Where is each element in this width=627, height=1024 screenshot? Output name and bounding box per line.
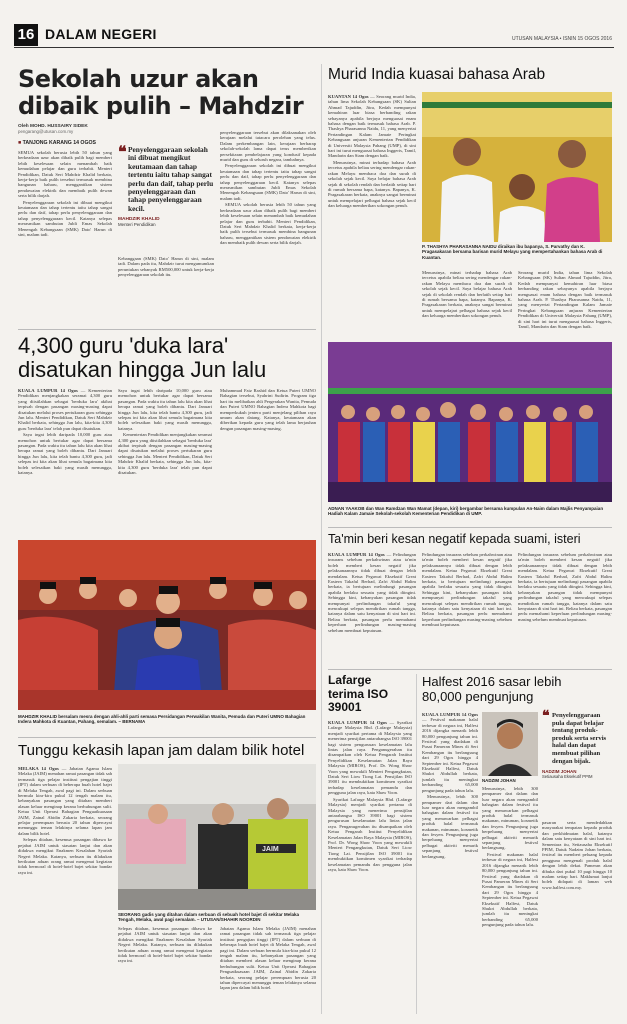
portrait-photo bbox=[482, 712, 538, 776]
paragraph: Jabatan Agama Islam Melaka (JAIM) menahan ramai pasangan tidak sah termasuk tiga pelajar institusi pengajian tinggi (IPT) dalam serbuan di beberapa buah hotel bajet di Melaka Tengah, awal pagi ini. Dalam serbuan bermula kira-kira pukul 12 tengah malam itu, kebanyakan pasangan yang ditahan memberi alasan keluar menginap kerana berhubungan sulit. Ketua Unit Operasi Bahagian Penguatkuasaan JAIM, Zainal Abidin Zakaria berkata, seorang pelajar perempuan berusia 20 tahun dipercayai menunggu teman lelakinya selama lapan jam dalam bilik hotel. bbox=[18, 766, 112, 836]
paragraph: Festival makanan halal terbesar di negara ini, Halfest 2016 dijangka menarik lebih 80,000 pengunjung tahun ini. Festival yang diadakan di Pusat Pameran Mines di Seri Kembangan itu berlangsung dari 29 Ogos hingga 4 September ini. Ketua Pegawai Eksekutif Halfest, Datuk Shukri Abdullah berkata, jumlah itu meningkat berbanding 65,000 pengunjung pada tahun lalu. bbox=[482, 851, 538, 928]
body-col-2 bbox=[118, 388, 212, 548]
body-col-1 bbox=[18, 150, 112, 326]
body-col-1: KUALA LUMPUR 14 Ogos — Kementerian Pendidikan menjangkakan seramai 4,300 guru yang diistilahkan sebagai 'berduka lara' akibat terpisah dengan pasangan masing-masing dapat disatukan melalui proses pertukaran guru sehingga Jun lalu. Menteri Pendidikan, Datuk Seri Mahdzir Khalid berkata, sehingga Jun lalu, kita-kita 4,300 guru 'berduka lara' telah pun dapat disatukan. Saya ingat lebih daripada 10,000 guru atau memohon untuk bertukar agar dapat bersama pasangan. Pada waktu itu tahun lalu kita akan lihat berapa ramai yang boleh dibantu. Dari Januari hingga Jun lalu, kita telah bantu 4,300 guru, jadi selepas ini kita akan lihat semula bagaimana kita boleh selesaikan baki yang masih menunggu, katanya. bbox=[18, 388, 112, 476]
portrait-caption: NADZIM JOHAN bbox=[482, 778, 516, 783]
story-teachers bbox=[18, 334, 316, 734]
section-name: DALAM NEGERI bbox=[45, 26, 157, 42]
story-hotel-raid bbox=[18, 742, 316, 1014]
paragraph: Seorang murid India, tahun lima Sekolah Kebangsaan (SK) Sultan Ahmad Tajuddin, Jitra, Kedah mempunyai kemahiran luar biasa berbanding rakan sebayanya apabila berjaya menguasai enam bahasa dengan baik termasuk bahasa Arab. P. Thashya Pharasanna Naidu, 11, yang menyertai Pertandingan Kalam Jamaie Peringkat Kebangsaan anjuran Kementerian Pendidikan di Universiti Malaysia Pahang (UMP), di sini hari ini turut menguasai bahasa Inggeris, Tamil, Mandarin dan Siam dengan baik. bbox=[518, 270, 612, 330]
column-divider bbox=[416, 674, 417, 1014]
paragraph: Kementerian Pendidikan menjangkakan seramai 4,300 guru yang diistilahkan sebagai 'berduka lara' akibat terpisah dengan pasangan masing-masing dapat disatukan melalui proses pertukaran guru sehingga Jun lalu. Menteri Pendidikan, Datuk Seri Mahdzir Khalid berkata, sehingga Jun lalu, kita-kita 4,300 guru 'berduka lara' telah pun dapat disatukan. bbox=[118, 432, 212, 476]
crowd-illustration bbox=[18, 540, 316, 710]
story-lafarge bbox=[328, 674, 412, 1014]
dateline: KUANTAN 14 Ogos bbox=[328, 94, 369, 99]
body-col-3 bbox=[518, 552, 612, 664]
dateline: KUALA LUMPUR 14 Ogos bbox=[328, 552, 385, 557]
paragraph: Saya ingat lebih daripada 10,000 guru atau memohon untuk bertukar agar dapat bersama pasangan. Pada waktu itu tahun lalu kita akan lihat berapa ramai yang boleh dibantu. Dari Januari hingga Jun lalu, kita telah bantu 4,300 guru, jadi selepas ini kita akan lihat semula bagaimana kita boleh selesaikan baki yang masih menunggu, katanya. bbox=[118, 388, 212, 431]
paragraph: penyelenggaraan tersebut akan dilaksanakan oleh kerajaan melalui tatacara perolehan yang telus. Dalam perkembangan lain, kerajaan berharap sekolah-sekolah lama dapat terus memberikan persekitaran pembelajaran yang kondusif kepada murid dan guru di seluruh negara, tambahnya. bbox=[220, 130, 316, 163]
headline-line-3: 39001 bbox=[328, 700, 362, 714]
pull-quote-role: Menteri Pendidikan bbox=[118, 222, 156, 228]
body-col-2 bbox=[118, 256, 214, 326]
pull-quote bbox=[118, 142, 214, 238]
body-col-2 bbox=[482, 786, 538, 1008]
quote-mark-icon: ❝ bbox=[118, 142, 127, 161]
pull-quote bbox=[542, 708, 612, 812]
group-illustration bbox=[328, 342, 612, 502]
paragraph: Muhammad Faiz Rashid dan Ketua Puteri UMNO Bahagian tersebut, Syahrini Sudirin. Program tiga hari itu melibatkan ahli Pergerakan Wanita, Pemuda dan Puteri UMNO Bahagian Indera Mahkota bagi memperkukuh jentera parti menjelang pilihan raya umum akan datang. Katanya, keutamaan akan diberikan kepada guru yang telah lama berjauhan dengan pasangan masing-masing. bbox=[220, 388, 316, 431]
story-halfest bbox=[422, 674, 612, 1014]
story-arabic-student bbox=[328, 66, 612, 524]
headline-line-2: dibaik pulih – Mahdzir bbox=[18, 92, 304, 120]
paragraph: Pelindungan insurans sebelum perkahwinan atau ta'min boleh memberi kesan negatif jika pelaksanaannya tidak dibuat dengan lebih mendalam. Ketua Pegawai Eksekutif Great Eastern Takaful Berhad, Zafri Abdul Halim berkata, ia bertujuan melindungi pasangan apabila berlaku sesuatu yang tidak diingini. Sehingga kini, kebanyakan pasangan tidak mempunyai perlindungan takaful yang mencukupi selepas mendirikan rumah tangga, katanya dalam satu kenyataan di sini hari ini. Beliau berkata, pasangan perlu memahami keperluan perlindungan masing-masing sebelum membuat keputusan. bbox=[422, 552, 512, 628]
headline bbox=[422, 674, 612, 704]
paragraph: SEMUA sekolah berusia lebih 50 tahun yang berkeadaan uzur akan dibaik pulih bagi memberi lebih keselesaan selain menambah baik kemudahan pelajar dan guru terbabit. Menteri Pendidikan, Datuk Seri Mahdzir Khalid berkata, kerja-kerja baik pulih tersebut termasuk membina bangunan baharu, menggantikan sistem pendawaian elektrik dan membaik pulih dewan serta bilik darjah. bbox=[220, 202, 316, 246]
byline-email: pengarang@utusan.com.my bbox=[18, 129, 74, 134]
paragraph: Penyelenggaraan sekolah ini dibuat mengikut keutamaan dan tahap tertentu iaitu tahap sangat perlu dan daif, tahap perlu penyelenggaraan dan tahap penyelenggaraan kecil. Katanya selepas merasmikan sambutan Jubli Emas Sekolah Menengah Kebangsaan (SMK) Dato' Harun di sini, malam tadi. bbox=[220, 163, 316, 201]
body-col-3 bbox=[220, 130, 316, 326]
dateline-text: TANJONG KARANG 14 OGOS bbox=[22, 140, 96, 146]
column-divider bbox=[321, 64, 322, 1014]
headline-line-1: 4,300 guru 'duka lara' bbox=[18, 333, 229, 358]
body-col-1: KUANTAN 14 Ogos — Seorang murid India, tahun lima Sekolah Kebangsaan (SK) Sultan Ahmad Tajuddin, Jitra, Kedah mempunyai kemahiran luar biasa berbanding rakan sebayanya apabila berjaya menguasai enam bahasa dengan baik termasuk bahasa Arab. P. Thashya Pharasanna Naidu, 11, yang menyertai Pertandingan Kalam Jamaie Peringkat Kebangsaan anjuran Kementerian Pendidikan di Universiti Malaysia Pahang (UMP), di sini hari ini turut menguasai bahasa Inggeris, Tamil, Mandarin dan Siam dengan baik. Menurutnya, minat terhadap bahasa Arab tercetus apabila beliau sering mendengar rakan-rakan Melayu membaca doa dan surah di sekolah sejak kecil. Saya belajar bahasa Arab sejak di sekolah rendah dan berlatih setiap hari di rumah bersama bapa, katanya. Bapanya, K. Pragasakaran berkata, anaknya sangat berminat untuk mempelajari pelbagai bahasa sejak kecil dan keluarga memberikan sokongan penuh. bbox=[328, 94, 416, 209]
divider bbox=[18, 329, 316, 330]
byline-name: Oleh MOHD. HUSSAIRY SIDEK bbox=[18, 124, 88, 129]
body-col-1: KUALA LUMPUR 14 Ogos — Syarikat Lafarge Malaysia Bhd. (Lafarge Malaysia) menjadi syarikat pertama di Malaysia yang menerima pensijilan antarabangsa ISO 39001 bagi sistem pengurusan keselamatan lalu lintas jalan raya. Penganugerahan itu disampaikan oleh Ketua Pengarah Institut Penyelidikan Keselamatan Jalan Raya Malaysia (MIROS), Prof. Dr. Wong Shaw Voon yang mewakili Menteri Pengangkutan, Datuk Seri Liow Tiong Lai. Pensijilan ISO 39001 itu membuktikan komitmen syarikat terhadap keselamatan pemandu dan pengguna jalan raya, kata Shaw Voon. Syarikat Lafarge Malaysia Bhd. (Lafarge Malaysia) menjadi syarikat pertama di Malaysia yang menerima pensijilan antarabangsa ISO 39001 bagi sistem pengurusan keselamatan lalu lintas jalan raya. Penganugerahan itu disampaikan oleh Ketua Pengarah Institut Penyelidikan Keselamatan Jalan Raya Malaysia (MIROS), Prof. Dr. Wong Shaw Voon yang mewakili Menteri Pengangkutan, Datuk Seri Liow Tiong Lai. Pensijilan ISO 39001 itu membuktikan komitmen syarikat terhadap keselamatan pemandu dan pengguna jalan raya, kata Shaw Voon. bbox=[328, 720, 412, 872]
pull-quote-name: NADZIM JOHAN bbox=[542, 769, 577, 775]
dateline bbox=[18, 140, 96, 146]
paragraph: Festival makanan halal terbesar di negara ini, Halfest 2016 dijangka menarik lebih 80,000 pengunjung tahun ini. Festival yang diadakan di Pusat Pameran Mines di Seri Kembangan itu berlangsung dari 29 Ogos hingga 4 September ini. Ketua Pegawai Eksekutif Halfest, Datuk Shukri Abdullah berkata, jumlah itu meningkat berbanding 65,000 pengunjung pada tahun lalu. bbox=[422, 717, 478, 793]
paragraph: Kementerian Pendidikan menjangkakan seramai 4,300 guru yang diistilahkan sebagai 'berduka lara' akibat terpisah dengan pasangan masing-masing dapat disatukan melalui proses pertukaran guru sehingga Jun lalu. Menteri Pendidikan, Datuk Seri Mahdzir Khalid berkata, sehingga Jun lalu, kita-kita 4,300 guru 'berduka lara' telah pun dapat disatukan. bbox=[18, 388, 112, 431]
vest-text: JAIM bbox=[262, 846, 279, 853]
paragraph: Selepas ditahan, kesemua pasangan dibawa ke pejabat JAIM untuk siasatan lanjut dan akan didakwa mengikut Enakmen Kesalahan Syariah Negeri Melaka. Katanya, serbuan itu dilakukan berikutan aduan orang ramai mengenai kegiatan tidak bermoral di hotel-hotel bajet sekitar bandar raya ini. bbox=[118, 926, 212, 964]
paragraph: Menurutnya, minat terhadap bahasa Arab tercetus apabila beliau sering mendengar rakan-rakan Melayu membaca doa dan surah di sekolah sejak kecil. Saya belajar bahasa Arab sejak di sekolah rendah dan berlatih setiap hari di rumah bersama bapa, katanya. Bapanya, K. Pragasakaran berkata, anaknya sangat berminat untuk mempelajari pelbagai bahasa sejak kecil dan keluarga memberikan sokongan penuh. bbox=[328, 159, 416, 209]
body-col-2 bbox=[118, 926, 212, 1010]
photo-caption: SEORANG gadis yang ditahan dalam serbuan di sebuah hotel bajet di sekitar Melaka Tengah, Melaka, awal pagi semalam. – UTUSAN/SHAHIR NOORDIN bbox=[118, 912, 300, 923]
paragraph: Seorang murid India, tahun lima Sekolah Kebangsaan (SK) Sultan Ahmad Tajuddin, Jitra, Kedah mempunyai kemahiran luar biasa berbanding rakan sebayanya apabila berjaya menguasai enam bahasa dengan baik termasuk bahasa Arab. P. Thashya Pharasanna Naidu, 11, yang menyertai Pertandingan Kalam Jamaie Peringkat Kebangsaan anjuran Kementerian Pendidikan di Universiti Malaysia Pahang (UMP), di sini hari ini turut menguasai bahasa Inggeris, Tamil, Mandarin dan Siam dengan baik. bbox=[328, 94, 416, 159]
publication-line: UTUSAN MALAYSIA • ISNIN 15 OGOS 2016 bbox=[511, 36, 612, 42]
student-photo bbox=[422, 92, 612, 242]
headline-line-2: terima ISO bbox=[328, 686, 389, 701]
paragraph: Syarikat Lafarge Malaysia Bhd. (Lafarge Malaysia) menjadi syarikat pertama di Malaysia yang menerima pensijilan antarabangsa ISO 39001 bagi sistem pengurusan keselamatan lalu lintas jalan raya. Penganugerahan itu disampaikan oleh Ketua Pengarah Institut Penyelidikan Keselamatan Jalan Raya Malaysia (MIROS), Prof. Dr. Wong Shaw Voon yang mewakili Menteri Pengangkutan, Datuk Seri Liow Tiong Lai. Pensijilan ISO 39001 itu membuktikan komitmen syarikat terhadap keselamatan pemandu dan pengguna jalan raya, kata Shaw Voon. bbox=[328, 796, 412, 872]
headline-line-1: Lafarge bbox=[328, 673, 372, 687]
raid-illustration bbox=[118, 764, 316, 910]
headline: Tunggu kekasih lapan jam dalam bilik hotel bbox=[18, 742, 305, 759]
dateline-marker-icon: ■ bbox=[18, 140, 22, 146]
group-photo bbox=[328, 342, 612, 502]
headline bbox=[18, 66, 316, 120]
pull-quote-name: MAHDZIR KHALID bbox=[118, 217, 160, 223]
event-photo bbox=[18, 540, 316, 710]
portrait-illustration bbox=[482, 712, 538, 776]
quote-mark-icon: ❝ bbox=[542, 708, 550, 724]
pull-quote-role: Setiausaha Eksekutif PPIM bbox=[542, 774, 593, 780]
photo-caption: ADNAN YAAKOB dan Wan Ramdzan Wan Mamat (depan, kiri) bergambar bersama kumpulan An-Naim dalam Majlis Penyampaian Hadiah Kalam Jamaie Sekolah-sekolah Kementerian Pendidikan di UMP. bbox=[328, 506, 604, 517]
body-col-1: MELAKA 14 Ogos — Jabatan Agama Islam Melaka (JAIM) menahan ramai pasangan tidak sah termasuk tiga pelajar institusi pengajian tinggi (IPT) dalam serbuan di beberapa buah hotel bajet di Melaka Tengah, awal pagi ini. Dalam serbuan bermula kira-kira pukul 12 tengah malam itu, kebanyakan pasangan yang ditahan memberi alasan keluar menginap kerana berhubungan sulit. Ketua Unit Operasi Bahagian Penguatkuasaan JAIM, Zainal Abidin Zakaria berkata, seorang pelajar perempuan berusia 20 tahun dipercayai menunggu teman lelakinya selama lapan jam dalam bilik hotel. Selepas ditahan, kesemua pasangan dibawa ke pejabat JAIM untuk siasatan lanjut dan akan didakwa mengikut Enakmen Kesalahan Syariah Negeri Melaka. Katanya, serbuan itu dilakukan berikutan aduan orang ramai mengenai kegiatan tidak bermoral di hotel-hotel bajet sekitar bandar raya ini. bbox=[18, 766, 112, 875]
paragraph: Menurutnya, lebih 300 pempamer dari dalam dan luar negara akan mengambil bahagian dalam festival itu yang menawarkan pelbagai produk halal termasuk makanan, minuman, kosmetik dan fesyen. Pengunjung juga berpeluang menyertai pelbagai aktiviti menarik sepanjang festival berlangsung. bbox=[422, 794, 478, 859]
paragraph: Selepas ditahan, kesemua pasangan dibawa ke pejabat JAIM untuk siasatan lanjut dan akan didakwa mengikut Enakmen Kesalahan Syariah Negeri Melaka. Katanya, serbuan itu dilakukan berikutan aduan orang ramai mengenai kegiatan tidak bermoral di hotel-hotel bajet sekitar bandar raya ini. bbox=[18, 837, 112, 875]
story-insurance bbox=[328, 532, 612, 666]
headline: Ta'min beri kesan negatif kepada suami, isteri bbox=[328, 532, 581, 546]
photo-caption: P. THASHYA PHARASANNA NAIDU diraikan ibu bapanya, S. Parvathy dan K. Pragasakaran bersama barisan murid Melayu yang mempertahankan bahasa Arab di Kuantan. bbox=[422, 244, 603, 260]
paragraph: Pelindungan insurans sebelum perkahwinan atau ta'min boleh memberi kesan negatif jika pelaksanaannya tidak dibuat dengan lebih mendalam. Ketua Pegawai Eksekutif Great Eastern Takaful Berhad, Zafri Abdul Halim berkata, ia bertujuan melindungi pasangan apabila berlaku sesuatu yang tidak diingini. Sehingga kini, kebanyakan pasangan tidak mempunyai perlindungan takaful yang mencukupi selepas mendirikan rumah tangga, katanya dalam satu kenyataan di sini hari ini. Beliau berkata, pasangan perlu memahami keperluan perlindungan masing-masing sebelum membuat keputusan. bbox=[518, 552, 612, 622]
page-number: 16 bbox=[14, 24, 38, 46]
dateline: KUALA LUMPUR 14 Ogos bbox=[328, 720, 387, 725]
paragraph: Pelindungan insurans sebelum perkahwinan atau ta'min boleh memberi kesan negatif jika pelaksanaannya tidak dibuat dengan lebih mendalam. Ketua Pegawai Eksekutif Great Eastern Takaful Berhad, Zafri Abdul Halim berkata, ia bertujuan melindungi pasangan apabila berlaku sesuatu yang tidak diingini. Sehingga kini, kebanyakan pasangan tidak mempunyai perlindungan takaful yang mencukupi selepas mendirikan rumah tangga, katanya dalam satu kenyataan di sini hari ini. Beliau berkata, pasangan perlu memahami keperluan perlindungan masing-masing sebelum membuat keputusan. bbox=[328, 552, 416, 633]
body-col-2 bbox=[422, 552, 512, 664]
student-illustration bbox=[422, 92, 612, 242]
paragraph: Syarikat Lafarge Malaysia Bhd. (Lafarge Malaysia) menjadi syarikat pertama di Malaysia yang menerima pensijilan antarabangsa ISO 39001 bagi sistem pengurusan keselamatan lalu lintas jalan raya. Penganugerahan itu disampaikan oleh Ketua Pengarah Institut Penyelidikan Keselamatan Jalan Raya Malaysia (MIROS), Prof. Dr. Wong Shaw Voon yang mewakili Menteri Pengangkutan, Datuk Seri Liow Tiong Lai. Pensijilan ISO 39001 itu membuktikan komitmen syarikat terhadap keselamatan pemandu dan pengguna jalan raya, kata Shaw Voon. bbox=[328, 720, 412, 796]
headline-line-2: disatukan hingga Jun lalu bbox=[18, 357, 267, 382]
dateline: MELAKA 14 Ogos bbox=[18, 766, 59, 771]
paragraph: Kebanggaan (SMK) Dato' Harun di sini, malam tadi. Dalam pada itu, Mahdzir turut mengumumkan peruntukan sebanyak RM500,000 untuk kerja-kerja penyelenggaraan sekolah itu. bbox=[118, 256, 214, 278]
paragraph: Penyelenggaraan sekolah ini dibuat mengikut keutamaan dan tahap tertentu iaitu tahap sangat perlu dan daif, tahap perlu penyelenggaraan dan tahap penyelenggaraan kecil. Katanya selepas merasmikan sambutan Jubli Emas Sekolah Menengah Kebangsaan (SMK) Dato' Harun di sini, malam tadi. bbox=[18, 199, 112, 238]
divider bbox=[328, 669, 612, 670]
paragraph: SEMUA sekolah berusia lebih 50 tahun yang berkeadaan uzur akan dibaik pulih bagi memberi lebih keselesaan selain menambah baik kemudahan pelajar dan guru terbabit. Menteri Pendidikan, Datuk Seri Mahdzir Khalid berkata, kerja-kerja baik pulih tersebut termasuk membina bangunan baharu, menggantikan sistem pendawaian elektrik dan membaik pulih dewan serta bilik darjah. bbox=[18, 150, 112, 199]
headline-line-1: Sekolah uzur akan bbox=[18, 65, 259, 93]
pull-quote-text: Penyelenggaraan sekolah ini dibuat mengikut keutamaan dan tahap tertentu iaitu tahap sangat perlu dan daif, tahap perlu penyelenggaraan dan tahap penyelenggaraan kecil. bbox=[128, 145, 214, 213]
paragraph: pasaran serta mendedahkan masyarakat tempatan kepada produk dan perkhidmatan halal, katanya dalam satu kenyataan di sini hari ini. Sementara itu, Setiausaha Eksekutif PPIM, Datuk Nadzim Johan berkata, festival itu memberi peluang kepada pengguna mengenali produk halal dengan lebih dekat. Pameran akan dibuka dari pukul 10 pagi hingga 10 malam setiap hari. Maklumat lanjut boleh didapati di laman web www.halfest.com.my. bbox=[542, 820, 612, 890]
body-col-1: KUALA LUMPUR 14 Ogos — Pelindungan insurans sebelum perkahwinan atau ta'min boleh memberi kesan negatif jika pelaksanaannya tidak dibuat dengan lebih mendalam. Ketua Pegawai Eksekutif Great Eastern Takaful Berhad, Zafri Abdul Halim berkata, ia bertujuan melindungi pasangan apabila berlaku sesuatu yang tidak diingini. Sehingga kini, kebanyakan pasangan tidak mempunyai perlindungan takaful yang mencukupi selepas mendirikan rumah tangga, katanya dalam satu kenyataan di sini hari ini. Beliau berkata, pasangan perlu memahami keperluan perlindungan masing-masing sebelum membuat keputusan. bbox=[328, 552, 416, 633]
headline bbox=[328, 674, 412, 715]
body-col-3 bbox=[220, 388, 316, 548]
raid-photo bbox=[118, 764, 316, 910]
paragraph: Jabatan Agama Islam Melaka (JAIM) menahan ramai pasangan tidak sah termasuk tiga pelajar institusi pengajian tinggi (IPT) dalam serbuan di beberapa buah hotel bajet di Melaka Tengah, awal pagi ini. Dalam serbuan bermula kira-kira pukul 12 tengah malam itu, kebanyakan pasangan yang ditahan memberi alasan keluar menginap kerana berhubungan sulit. Ketua Unit Operasi Bahagian Penguatkuasaan JAIM, Zainal Abidin Zakaria berkata, seorang pelajar perempuan berusia 20 tahun dipercayai menunggu teman lelakinya selama lapan jam dalam bilik hotel. bbox=[220, 926, 316, 991]
dateline: KUALA LUMPUR 14 Ogos bbox=[422, 712, 478, 717]
body-col-1: KUALA LUMPUR 14 Ogos — Festival makanan halal terbesar di negara ini, Halfest 2016 dijangka menarik lebih 80,000 pengunjung tahun ini. Festival yang diadakan di Pusat Pameran Mines di Seri Kembangan itu berlangsung dari 29 Ogos hingga 4 September ini. Ketua Pegawai Eksekutif Halfest, Datuk Shukri Abdullah berkata, jumlah itu meningkat berbanding 65,000 pengunjung pada tahun lalu. Menurutnya, lebih 300 pempamer dari dalam dan luar negara akan mengambil bahagian dalam festival itu yang menawarkan pelbagai produk halal termasuk makanan, minuman, kosmetik dan fesyen. Pengunjung juga berpeluang menyertai pelbagai aktiviti menarik sepanjang festival berlangsung. bbox=[422, 712, 478, 859]
byline bbox=[18, 124, 148, 134]
headline-line-1: Halfest 2016 sasar lebih bbox=[422, 674, 562, 689]
divider bbox=[18, 737, 316, 738]
page-header bbox=[14, 24, 614, 46]
headline: Murid India kuasai bahasa Arab bbox=[328, 66, 546, 83]
photo-caption: MAHDZIR KHALID bersalam mesra dengan ahli-ahli parti semasa Persidangan Perwakilan Wanita, Pemuda dan Puteri UMNO Bahagian Indera Mahkota di Kuantan, Pahang, semalam. – BERNAMA bbox=[18, 714, 306, 725]
divider bbox=[328, 527, 612, 528]
body-col-3 bbox=[542, 820, 612, 1008]
headline bbox=[18, 334, 316, 382]
paragraph: Saya ingat lebih daripada 10,000 guru atau memohon untuk bertukar agar dapat bersama pasangan. Pada waktu itu tahun lalu kita akan lihat berapa ramai yang boleh dibantu. Dari Januari hingga Jun lalu, kita telah bantu 4,300 guru, jadi selepas ini kita akan lihat semula bagaimana kita boleh selesaikan baki yang masih menunggu, katanya. bbox=[18, 432, 112, 476]
story-school-repair bbox=[18, 66, 316, 328]
headline-line-2: 80,000 pengunjung bbox=[422, 689, 534, 704]
paragraph: Menurutnya, lebih 300 pempamer dari dalam dan luar negara akan mengambil bahagian dalam festival itu yang menawarkan pelbagai produk halal termasuk makanan, minuman, kosmetik dan fesyen. Pengunjung juga berpeluang menyertai pelbagai aktiviti menarik sepanjang festival berlangsung. bbox=[482, 786, 538, 851]
pull-quote-text: Penyelenggaraan pula dapat belajar tentang produk-produk serta servis halal dan dapat membuat pilihan dengan bijak. bbox=[552, 712, 607, 765]
dateline: KUALA LUMPUR 14 Ogos bbox=[18, 388, 78, 393]
header-rule bbox=[14, 47, 614, 48]
paragraph: Menurutnya, minat terhadap bahasa Arab tercetus apabila beliau sering mendengar rakan-rakan Melayu membaca doa dan surah di sekolah sejak kecil. Saya belajar bahasa Arab sejak di sekolah rendah dan berlatih setiap hari di rumah bersama bapa, katanya. Bapanya, K. Pragasakaran berkata, anaknya sangat berminat untuk mempelajari pelbagai bahasa sejak kecil dan keluarga memberikan sokongan penuh. bbox=[422, 270, 512, 319]
body-col-3 bbox=[220, 926, 316, 1010]
